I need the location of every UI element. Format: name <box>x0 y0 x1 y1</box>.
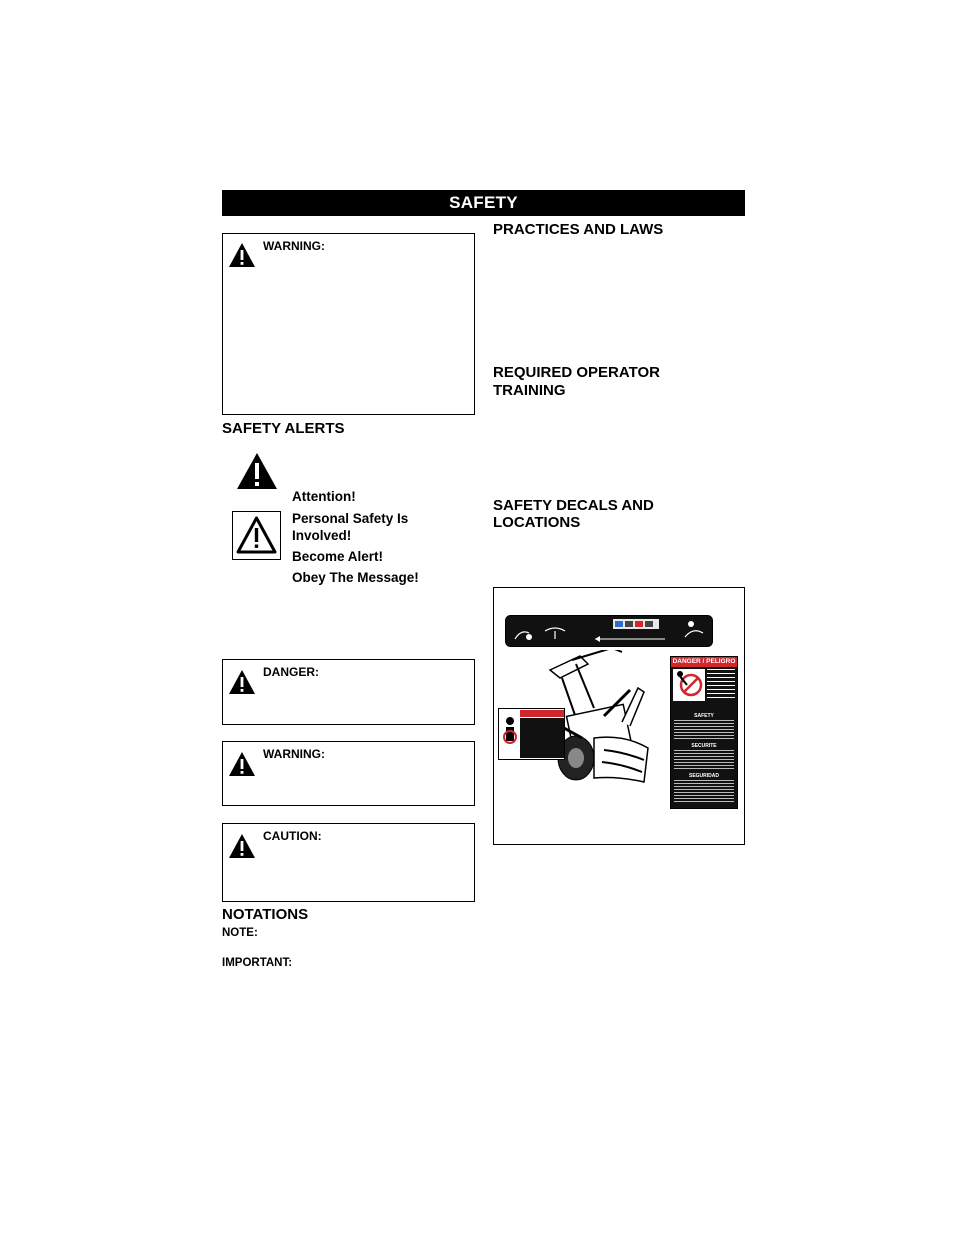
right-danger-decal-seguridad-title: SEGURIDAD <box>688 773 719 779</box>
warning-triangle-icon <box>228 242 256 268</box>
warning-box-2 <box>222 741 475 806</box>
danger-box <box>222 659 475 725</box>
right-danger-decal-securite-text <box>674 750 734 770</box>
safety-alert-triangle-icon <box>236 452 278 490</box>
warning-box <box>222 233 475 415</box>
caution-triangle-icon <box>228 833 256 859</box>
left-danger-decal-header <box>520 710 564 717</box>
danger-label: DANGER: <box>263 665 319 679</box>
auger-hazard-icon <box>673 669 705 701</box>
notations-heading: NOTATIONS <box>222 906 309 923</box>
left-danger-decal <box>498 708 565 760</box>
right-danger-decal-pictogram <box>673 669 705 701</box>
practices-laws-heading: PRACTICES AND LAWS <box>493 221 664 238</box>
caution-label: CAUTION: <box>263 829 322 843</box>
decal-illustration-frame <box>493 587 745 845</box>
right-danger-decal-header: DANGER / PELIGRO <box>672 658 736 665</box>
warning-label: WARNING: <box>263 239 325 253</box>
warning-triangle-icon-2 <box>228 751 256 777</box>
attention-text: Attention! <box>292 489 356 504</box>
right-danger-decal-seguridad-text <box>674 780 734 804</box>
safety-alerts-heading: SAFETY ALERTS <box>222 420 345 437</box>
personal-safety-text: Personal Safety Is Involved! <box>292 511 409 543</box>
important-label: IMPORTANT: <box>222 957 293 969</box>
left-danger-decal-body <box>520 718 564 758</box>
operator-training-heading-line2: TRAINING <box>493 382 566 399</box>
section-title-banner: SAFETY <box>222 190 745 216</box>
note-label: NOTE: <box>222 927 258 939</box>
safety-decals-heading-line1: SAFETY DECALS AND <box>493 497 654 514</box>
right-danger-decal-text-block <box>707 669 735 701</box>
warning-label-2: WARNING: <box>263 747 325 761</box>
control-panel-decal-illustration <box>505 615 713 647</box>
safety-decals-heading-line2: LOCATIONS <box>493 514 581 531</box>
operator-training-heading-line1: REQUIRED OPERATOR <box>493 364 660 381</box>
right-danger-decal-safety-title: SAFETY <box>694 713 714 719</box>
caution-box <box>222 823 475 902</box>
obey-message-text: Obey The Message! <box>292 570 419 585</box>
safety-alert-boxed-icon-frame <box>232 511 281 560</box>
hand-hazard-icon <box>501 715 519 745</box>
become-alert-text: Become Alert! <box>292 549 384 564</box>
right-danger-decal-securite-title: SECURITE <box>691 743 717 749</box>
right-danger-decal-safety-text <box>674 720 734 740</box>
right-danger-decal <box>670 656 738 809</box>
danger-triangle-icon <box>228 669 256 695</box>
safety-alert-outline-triangle-icon <box>236 515 277 556</box>
